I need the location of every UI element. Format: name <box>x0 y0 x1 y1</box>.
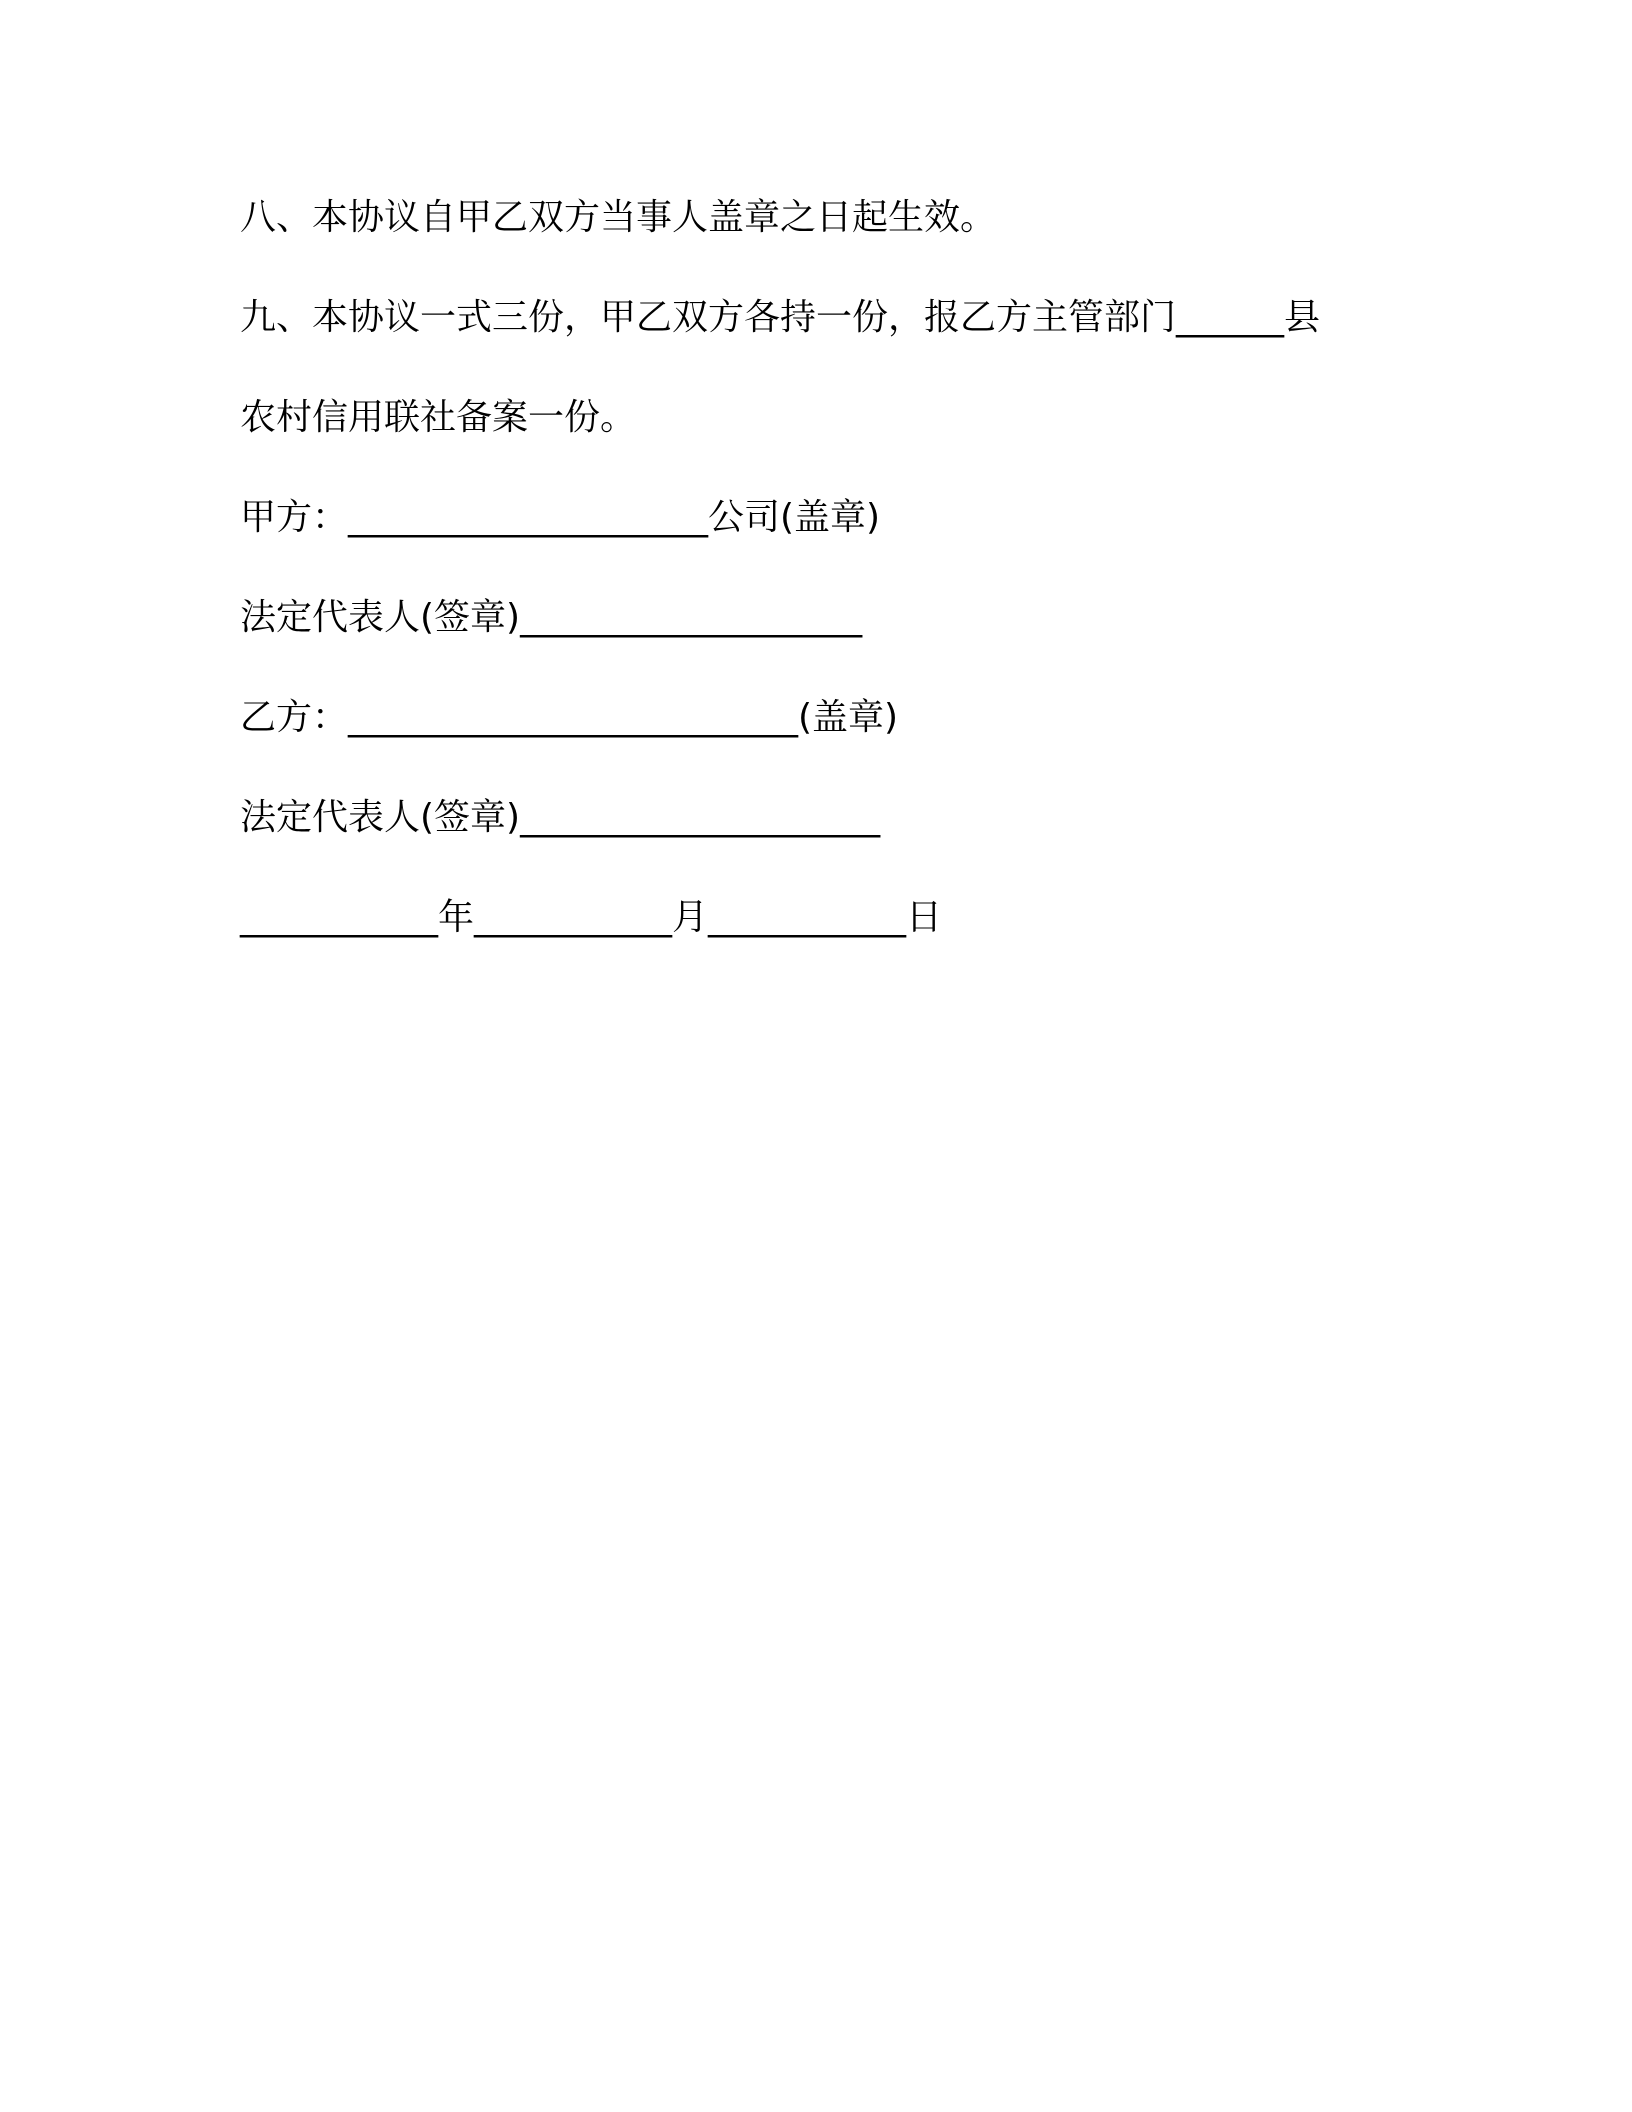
party-b-representative-line: 法定代表人(签章)____________________ <box>240 797 881 838</box>
clause-8-text: 八、本协议自甲乙双方当事人盖章之日起生效。 <box>240 197 997 238</box>
party-a-representative-line: 法定代表人(签章)___________________ <box>240 597 863 638</box>
clause-9-text-line-1: 九、本协议一式三份，甲乙双方各持一份，报乙方主管部门______县 <box>240 297 1321 338</box>
party-a-signature-line: 甲方：____________________公司(盖章) <box>240 497 881 538</box>
clause-9-text-line-2: 农村信用联社备案一份。 <box>240 397 637 438</box>
signing-date-line: ___________年___________月___________日 <box>240 897 942 938</box>
party-b-signature-line: 乙方：_________________________(盖章) <box>240 697 899 738</box>
